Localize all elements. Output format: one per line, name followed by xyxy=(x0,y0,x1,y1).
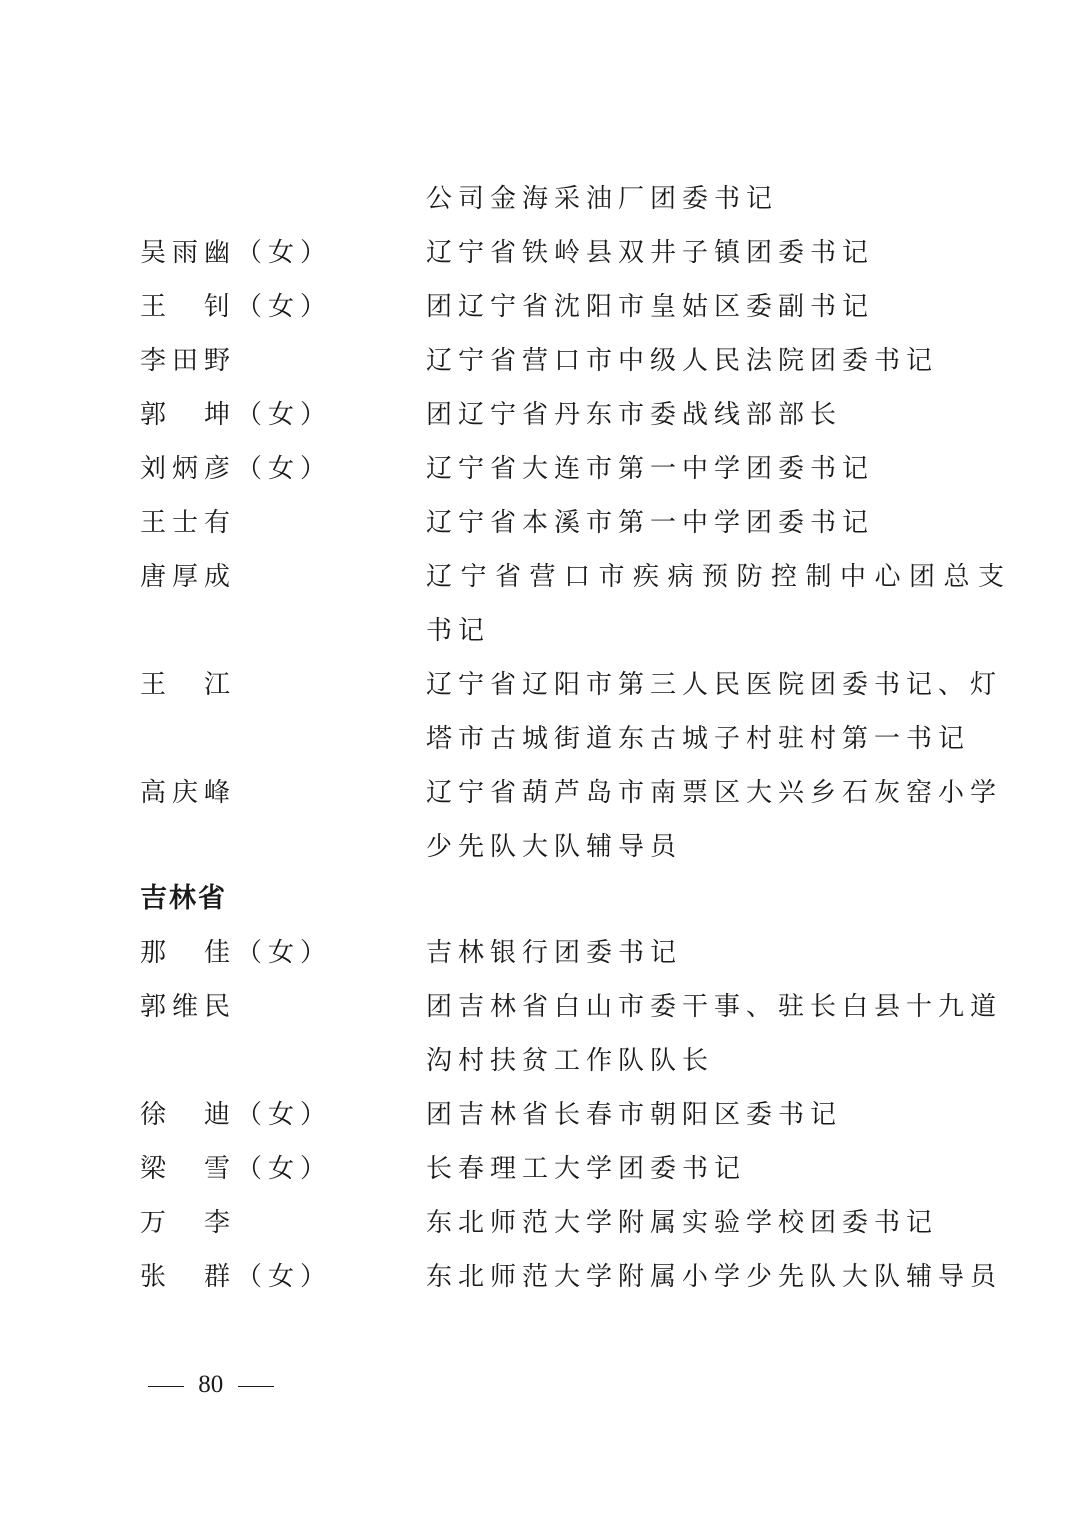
list-item xyxy=(0,1250,1080,1304)
footer-dash-left xyxy=(148,1386,184,1387)
person-position: 辽宁省铁岭县双井子镇团委书记 xyxy=(426,238,875,268)
list-item xyxy=(0,496,1080,550)
person-position: 团吉林省白山市委干事、驻长白县十九道 xyxy=(426,992,1003,1022)
list-item xyxy=(0,334,1080,388)
list-item xyxy=(0,658,1080,712)
list-item xyxy=(0,1142,1080,1196)
list-item xyxy=(0,280,1080,334)
person-position: 东北师范大学附属小学少先队大队辅导员 xyxy=(426,1262,1003,1292)
section-heading-jilin: 吉林省 xyxy=(140,883,227,914)
person-position: 团辽宁省沈阳市皇姑区委副书记 xyxy=(426,292,875,322)
person-name: 梁 雪（女） xyxy=(140,1154,333,1184)
person-position: 长春理工大学团委书记 xyxy=(426,1154,747,1184)
person-position: 辽宁省本溪市第一中学团委书记 xyxy=(426,508,875,538)
person-name: 李田野 xyxy=(140,346,237,376)
person-name: 徐 迪（女） xyxy=(140,1100,333,1130)
list-item xyxy=(0,388,1080,442)
person-name: 郭 坤（女） xyxy=(140,400,333,430)
person-position: 辽宁省大连市第一中学团委书记 xyxy=(426,454,875,484)
list-item xyxy=(0,442,1080,496)
person-name: 那 佳（女） xyxy=(140,938,333,968)
person-position: 公司金海采油厂团委书记 xyxy=(426,184,779,214)
list-item xyxy=(0,550,1080,604)
list-item xyxy=(0,926,1080,980)
footer-dash-right xyxy=(238,1386,274,1387)
list-item xyxy=(0,1034,1080,1088)
person-position: 团辽宁省丹东市委战线部部长 xyxy=(426,400,843,430)
person-position: 团吉林省长春市朝阳区委书记 xyxy=(426,1100,843,1130)
person-position: 辽宁省葫芦岛市南票区大兴乡石灰窑小学 xyxy=(426,778,1003,808)
person-name: 万 李 xyxy=(140,1208,237,1238)
person-name: 王 江 xyxy=(140,670,237,700)
list-item xyxy=(0,766,1080,820)
person-position: 辽宁省辽阳市第三人民医院团委书记、灯 xyxy=(426,670,1003,700)
list-item xyxy=(0,172,1080,226)
person-position: 辽宁省营口市中级人民法院团委书记 xyxy=(426,346,939,376)
list-item xyxy=(0,820,1080,874)
page-footer xyxy=(140,1360,282,1410)
person-position: 吉林银行团委书记 xyxy=(426,938,683,968)
person-position: 书记 xyxy=(426,616,491,646)
person-name: 唐厚成 xyxy=(140,562,237,592)
person-name: 高庆峰 xyxy=(140,778,237,808)
person-position: 辽宁省营口市疾病预防控制中心团总支 xyxy=(426,562,1013,592)
page-number: 80 xyxy=(198,1371,224,1398)
person-position: 少先队大队辅导员 xyxy=(426,832,683,862)
person-name: 王士有 xyxy=(140,508,237,538)
list-item xyxy=(0,226,1080,280)
person-name: 郭维民 xyxy=(140,992,237,1022)
person-name: 王 钊（女） xyxy=(140,292,333,322)
list-item xyxy=(0,1196,1080,1250)
list-item xyxy=(0,712,1080,766)
list-item xyxy=(0,980,1080,1034)
list-item xyxy=(0,604,1080,658)
person-position: 东北师范大学附属实验学校团委书记 xyxy=(426,1208,939,1238)
person-name: 刘炳彦（女） xyxy=(140,454,333,484)
list-item xyxy=(0,1088,1080,1142)
person-position: 塔市古城街道东古城子村驻村第一书记 xyxy=(426,724,971,754)
person-name: 张 群（女） xyxy=(140,1262,333,1292)
person-position: 沟村扶贫工作队队长 xyxy=(426,1046,715,1076)
person-name: 吴雨幽（女） xyxy=(140,238,333,268)
